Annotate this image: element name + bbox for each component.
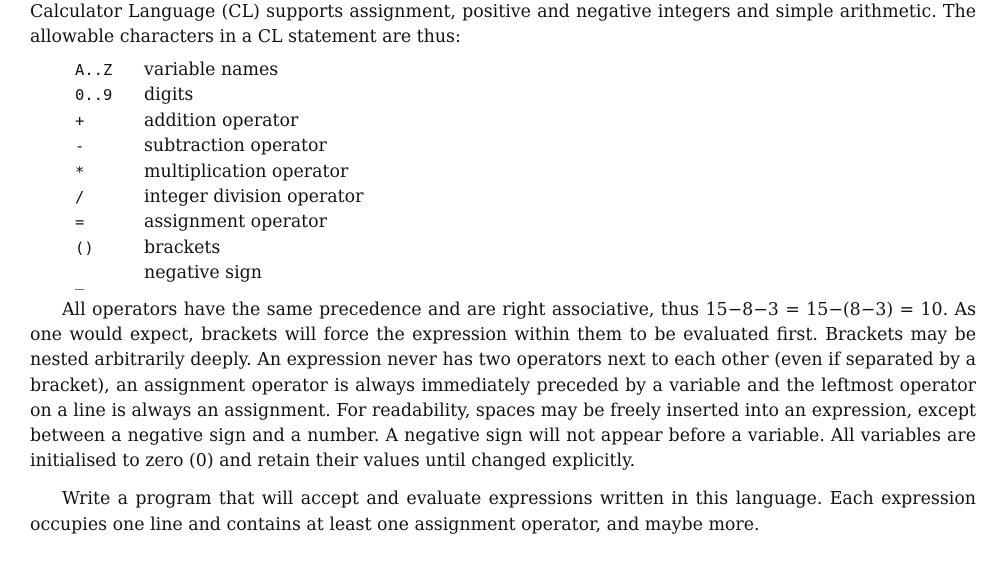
char-row bbox=[75, 159, 976, 184]
rules-paragraph: All operators have the same precedence and are right associative, thus 15−8−3 = 15−(8−3) = 10. As one would expect, brackets will force the expression within them to be evaluated first. Brackets may be nested arbitrarily deeply. An expression never has two operators next to each other (even if separated by a bracket), an assignment operator is always immediately preceded by a variable and the leftmost operator on a line is always an assignment. For readability, spaces may be freely inserted into an expression, except between a negative sign and a number. A negative sign will not appear before a variable. All variables are initialised to zero (0) and retain their values until changed explicitly. bbox=[30, 299, 976, 472]
char-symbol: A..Z bbox=[75, 61, 113, 80]
char-row bbox=[75, 261, 976, 291]
char-description: digits bbox=[144, 85, 194, 106]
char-symbol: = bbox=[75, 213, 85, 232]
char-row bbox=[75, 134, 976, 159]
task-paragraph: Write a program that will accept and evaluate expressions written in this language. Each expression occupies one line and contains at least one assignment operator, and maybe more. bbox=[30, 489, 976, 535]
char-row bbox=[75, 235, 976, 260]
char-symbol: () bbox=[75, 238, 94, 257]
char-row bbox=[75, 210, 976, 235]
char-row bbox=[75, 184, 976, 209]
char-description: addition operator bbox=[144, 110, 299, 131]
char-symbol: 0..9 bbox=[75, 86, 113, 105]
allowed-characters-list bbox=[30, 57, 976, 291]
intro-paragraph: Calculator Language (CL) supports assignment, positive and negative integers and simple arithmetic. The allowable characters in a CL statement are thus: bbox=[30, 2, 976, 48]
char-description: subtraction operator bbox=[144, 136, 327, 157]
char-description: negative sign bbox=[144, 263, 263, 284]
char-symbol: / bbox=[75, 188, 85, 207]
char-symbol: - bbox=[75, 137, 85, 156]
char-row bbox=[75, 57, 976, 82]
char-symbol: * bbox=[75, 162, 85, 181]
char-row bbox=[75, 108, 976, 133]
problem-statement bbox=[30, 0, 976, 538]
char-description: variable names bbox=[144, 60, 279, 81]
char-symbol: + bbox=[75, 111, 85, 130]
char-row bbox=[75, 83, 976, 108]
char-symbol: _ bbox=[75, 272, 85, 291]
char-description: multiplication operator bbox=[144, 161, 349, 182]
char-description: assignment operator bbox=[144, 212, 327, 233]
char-description: brackets bbox=[144, 237, 221, 258]
char-description: integer division operator bbox=[144, 187, 364, 208]
